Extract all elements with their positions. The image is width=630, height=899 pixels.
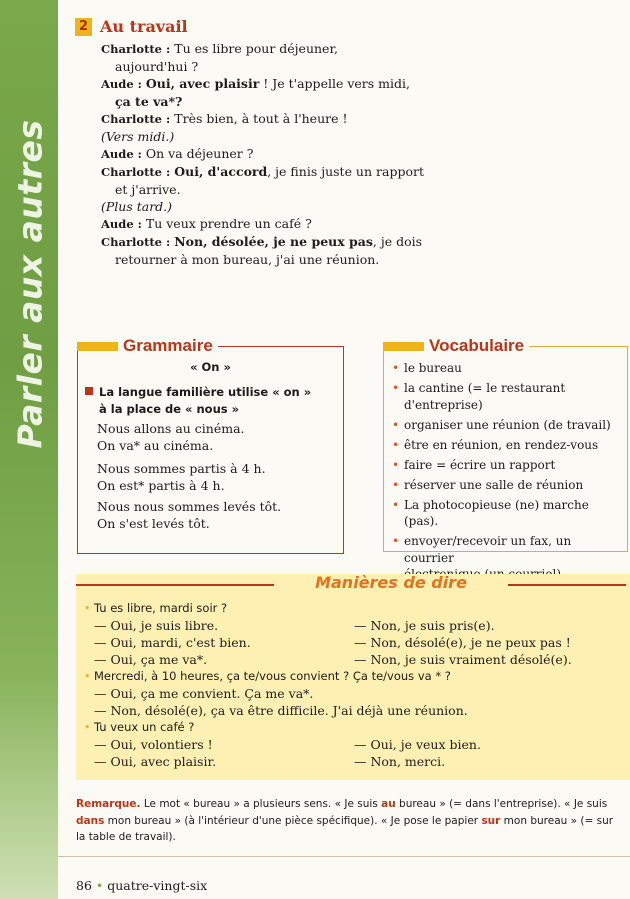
page-number: 86 <box>76 878 92 893</box>
dialogue-continuation: ça te va*? <box>115 94 183 109</box>
remarque-text: mon bureau » (= sur la table de travail). <box>76 814 614 843</box>
speaker-name: Aude : <box>101 77 142 91</box>
example-line: Nous nous sommes levés tôt. <box>97 499 282 514</box>
speaker-name: Charlotte : <box>101 112 171 126</box>
manieres-row <box>84 600 624 617</box>
grammaire-header <box>77 336 218 356</box>
manieres-row <box>84 702 624 719</box>
bullet-icon: • <box>392 457 400 472</box>
vocab-text: organiser une réunion (de travail) <box>404 417 611 432</box>
bullet-icon: • <box>392 497 400 512</box>
manieres-answer: — Oui, volontiers ! <box>94 737 213 752</box>
remarque-text: bureau » (= dans l'entreprise). « Je suis <box>395 798 608 810</box>
page-footer <box>76 878 207 893</box>
example-line: Nous sommes partis à 4 h. <box>97 461 266 476</box>
speaker-name: Aude : <box>101 217 142 231</box>
vocab-item <box>392 360 622 377</box>
manieres-answer: — Oui, je suis libre. <box>94 618 219 633</box>
sidebar-title: Parler aux autres <box>10 119 49 449</box>
vocab-text: envoyer/recevoir un fax, un courrier <box>404 534 572 565</box>
vocab-item <box>392 497 622 530</box>
remarque-label: Remarque. <box>76 798 141 810</box>
vocab-text: le bureau <box>404 361 462 375</box>
dialogue-continuation: retourner à mon bureau, j'ai une réunion. <box>115 252 380 267</box>
dialogue-line <box>101 215 431 233</box>
dialogue-line <box>101 163 431 181</box>
manieres-answer: — Non, désolé(e), ça va être difficile. J'ai déjà une réunion. <box>94 703 468 718</box>
manieres-answer: — Oui, avec plaisir. <box>94 754 217 769</box>
dialogue <box>101 40 431 268</box>
manieres-answer: — Oui, je veux bien. <box>354 737 481 752</box>
stage-direction: (Plus tard.) <box>101 199 173 214</box>
example-line: On est* partis à 4 h. <box>97 478 225 493</box>
vocab-item <box>392 417 622 434</box>
manieres-answer: — Non, je suis pris(e). <box>354 618 495 633</box>
sidebar-band <box>0 0 58 899</box>
remarque-text: mon bureau » (à l'intérieur d'une pièce spécifique). « Je pose le papier <box>104 814 482 827</box>
manieres-answer: — Non, merci. <box>354 754 446 769</box>
dialogue-line <box>101 198 431 215</box>
vocabulaire-box <box>383 336 628 565</box>
dialogue-text: Tu es libre pour déjeuner, <box>174 41 339 56</box>
speaker-name: Charlotte : <box>101 235 171 249</box>
manieres-row <box>84 736 624 753</box>
manieres-list <box>84 600 624 770</box>
vocab-text: être en réunion, en rendez-vous <box>404 437 599 452</box>
vocab-item <box>392 477 622 494</box>
manieres-row <box>84 634 624 651</box>
remarque-text: sur <box>481 814 501 827</box>
remarque-note <box>76 796 621 846</box>
dialogue-line <box>101 233 431 251</box>
grammaire-rule <box>85 384 335 418</box>
vocab-text: faire = écrire un rapport <box>404 457 556 472</box>
example-line: Nous allons au cinéma. <box>97 421 245 436</box>
manieres-row <box>84 719 624 736</box>
rule-line: La langue familière utilise « on » <box>99 385 312 399</box>
manieres-question: Mercredi, à 10 heures, ça te/vous convient ? Ça te/vous va * ? <box>94 669 451 683</box>
vocab-text: réserver une salle de réunion <box>404 477 584 492</box>
dialogue-text: Oui, avec plaisir <box>145 76 260 91</box>
dialogue-text: On va déjeuner ? <box>145 146 254 161</box>
vocab-item <box>392 457 622 474</box>
dialogue-text: , je dois <box>372 234 423 249</box>
header-bar <box>77 342 118 351</box>
manieres-answer: — Non, désolé(e), je ne peux pas ! <box>354 635 571 650</box>
example-pair <box>97 460 266 494</box>
dialogue-text: Tu veux prendre un café ? <box>145 216 312 231</box>
vocabulaire-title: Vocabulaire <box>424 336 529 356</box>
bullet-icon: • <box>84 721 91 734</box>
bullet-icon: • <box>95 878 104 893</box>
square-bullet-icon <box>85 387 93 395</box>
header-bar <box>383 342 424 351</box>
example-pair <box>97 498 281 532</box>
dialogue-text: , je finis juste un rapport <box>267 164 424 179</box>
dialogue-continuation: et j'arrive. <box>115 182 181 197</box>
manieres-question: Tu veux un café ? <box>94 720 195 734</box>
grammaire-subtitle: « On » <box>190 360 231 374</box>
header-rule <box>508 584 626 586</box>
manieres-row <box>84 753 624 770</box>
remarque-text: dans <box>76 814 105 827</box>
section-header <box>75 17 188 36</box>
vocab-item <box>392 437 622 454</box>
dialogue-line <box>101 110 431 128</box>
bullet-icon: • <box>392 437 400 452</box>
vocab-item <box>392 380 622 413</box>
grammaire-box <box>77 336 344 554</box>
divider <box>58 856 630 857</box>
remarque-text: Le mot « bureau » a plusieurs sens. « Je suis <box>140 798 382 810</box>
remarque-text: au <box>381 798 396 810</box>
manieres-title: Manières de dire <box>315 573 467 592</box>
vocabulaire-header <box>383 336 529 356</box>
vocab-text: la cantine (= le restaurant <box>404 381 566 395</box>
manieres-answer: — Oui, ça me va*. <box>94 652 208 667</box>
dialogue-text: Non, désolée, je ne peux pas <box>174 234 373 249</box>
bullet-icon: • <box>392 477 400 492</box>
bullet-icon: • <box>392 417 400 432</box>
section-title: Au travail <box>100 17 188 36</box>
bullet-icon: • <box>84 670 91 683</box>
dialogue-line <box>101 128 431 145</box>
page-words: quatre-vingt-six <box>107 878 208 893</box>
dialogue-line <box>101 145 431 163</box>
example-pair <box>97 420 245 454</box>
dialogue-continuation: aujourd'hui ? <box>115 59 199 74</box>
manieres-answer: — Oui, mardi, c'est bien. <box>94 635 251 650</box>
dialogue-text: Oui, d'accord <box>174 164 268 179</box>
manieres-question: Tu es libre, mardi soir ? <box>94 601 228 615</box>
dialogue-line <box>101 75 431 93</box>
header-rule <box>76 584 274 586</box>
manieres-answer: — Non, je suis vraiment désolé(e). <box>354 652 572 667</box>
vocab-text: d'entreprise) <box>404 397 483 412</box>
manieres-answer: — Oui, ça me convient. Ça me va*. <box>94 686 314 701</box>
vocabulaire-list <box>392 360 622 586</box>
bullet-icon: • <box>392 361 400 375</box>
dialogue-line <box>101 40 431 58</box>
rule-line: à la place de « nous » <box>99 402 240 416</box>
bullet-icon: • <box>392 381 400 395</box>
speaker-name: Charlotte : <box>101 165 171 179</box>
bullet-icon: • <box>84 602 91 615</box>
speaker-name: Charlotte : <box>101 42 171 56</box>
section-number: 2 <box>75 18 92 36</box>
grammaire-title: Grammaire <box>118 336 218 356</box>
manieres-row <box>84 685 624 702</box>
example-line: On va* au cinéma. <box>97 438 214 453</box>
manieres-row <box>84 668 624 685</box>
manieres-row <box>84 651 624 668</box>
dialogue-text: ! Je t'appelle vers midi, <box>259 76 410 91</box>
bullet-icon: • <box>392 534 400 548</box>
manieres-row <box>84 617 624 634</box>
vocab-text: La photocopieuse (ne) marche (pas). <box>404 497 589 528</box>
speaker-name: Aude : <box>101 147 142 161</box>
dialogue-text: Très bien, à tout à l'heure ! <box>174 111 348 126</box>
manieres-header <box>76 572 626 594</box>
stage-direction: (Vers midi.) <box>101 129 175 144</box>
example-line: On s'est levés tôt. <box>97 516 210 531</box>
